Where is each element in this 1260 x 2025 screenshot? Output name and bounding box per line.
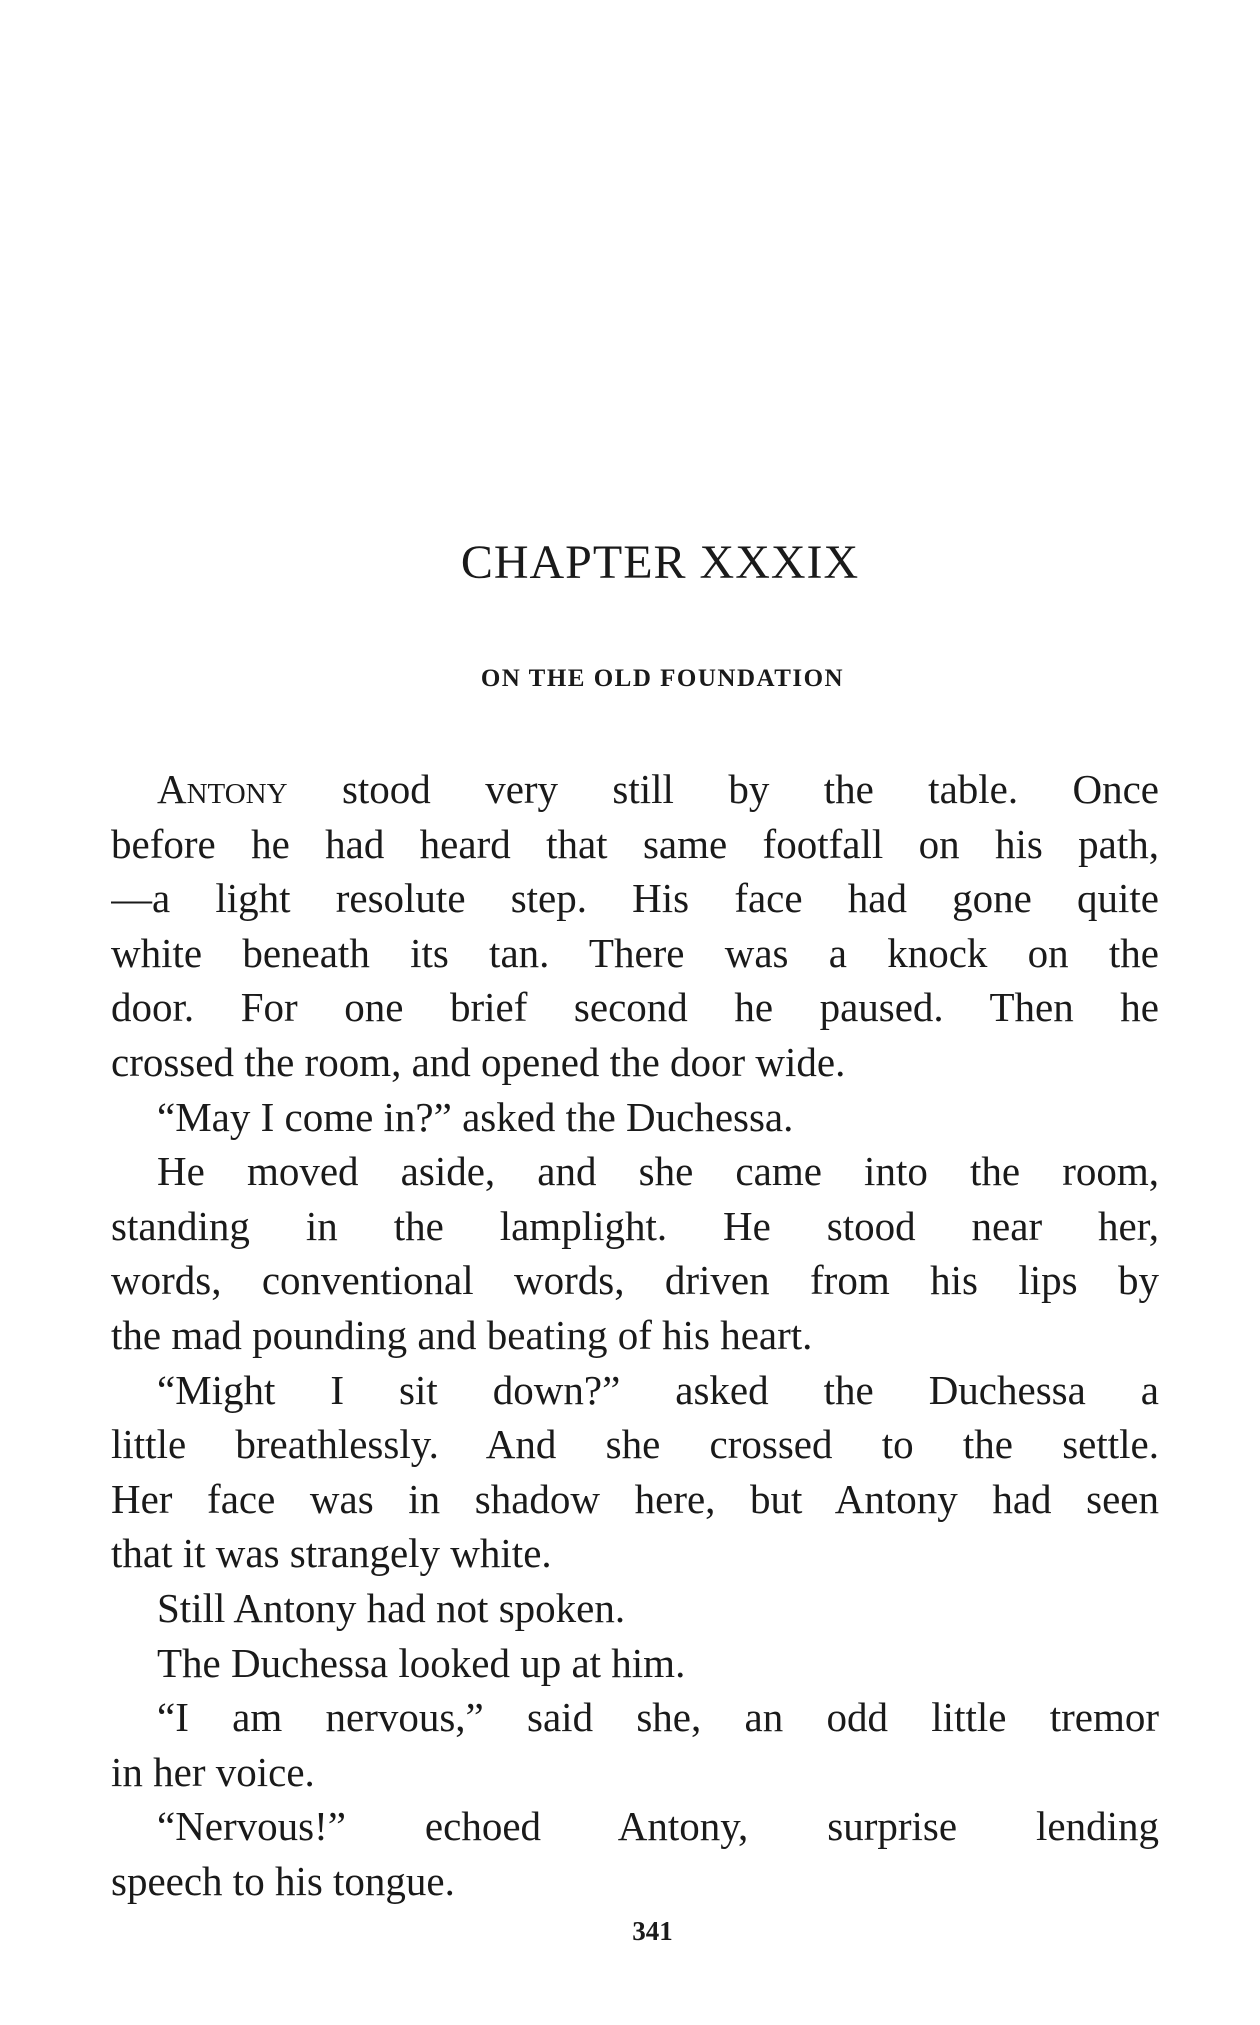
text-line: white beneath its tan. There was a knock on the [111,929,1159,976]
body-text [111,762,1159,1908]
text-line: door. For one brief second he paused. Then he [111,984,1159,1031]
text-line: —a light resolute step. His face had gone quite [111,875,1159,922]
text-line: words, conventional words, driven from his lips by [111,1257,1159,1304]
text-line: standing in the lamplight. He stood near her, [111,1202,1159,1249]
text-line: Her face was in shadow here, but Antony had seen [111,1475,1159,1522]
text-line: crossed the room, and opened the door wide. [111,1038,846,1085]
text-line: “May I come in?” asked the Duchessa. [157,1093,794,1140]
text-line: Still Antony had not spoken. [157,1584,626,1631]
page-number: 341 [632,1916,673,1946]
text-line [157,762,1159,817]
text-line: speech to his tongue. [111,1857,455,1904]
text-line: little breathlessly. And she crossed to the settle. [111,1421,1159,1468]
text-line: “I am nervous,” said she, an odd little tremor [157,1694,1159,1741]
text-line: He moved aside, and she came into the room, [157,1148,1159,1195]
name-smallcaps: Antony [157,766,288,812]
text-line: before he had heard that same footfall on his path, [111,820,1159,867]
text-line: The Duchessa looked up at him. [157,1639,686,1686]
text-line: in her voice. [111,1748,315,1795]
text-fragment: stood very still by the table. Once [287,766,1159,812]
chapter-subtitle: ON THE OLD FOUNDATION [480,665,845,692]
chapter-title: CHAPTER XXXIX [460,536,860,589]
text-line: “Nervous!” echoed Antony, surprise lending [157,1803,1159,1850]
text-line: “Might I sit down?” asked the Duchessa a [157,1366,1159,1413]
text-line: the mad pounding and beating of his heart. [111,1311,813,1358]
text-line: that it was strangely white. [111,1530,552,1577]
